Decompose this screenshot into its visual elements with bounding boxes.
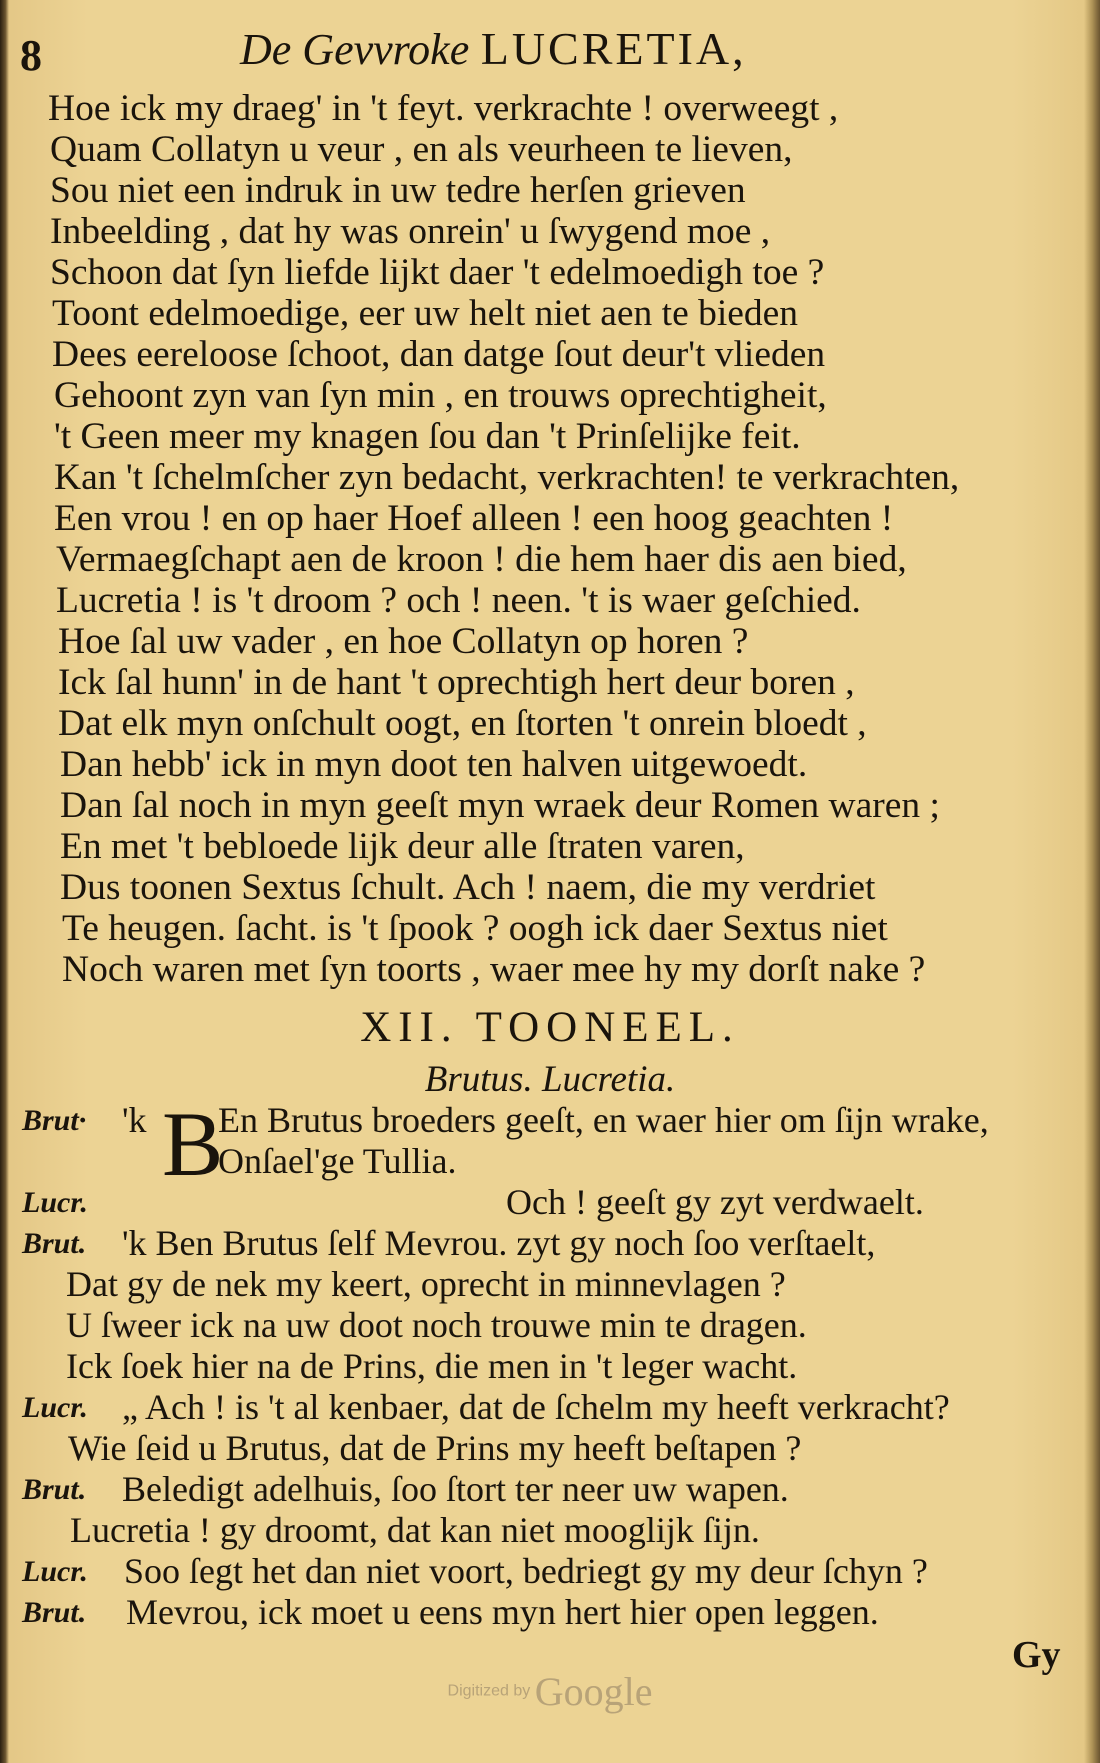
dialogue-line — [22, 1305, 1072, 1346]
dialogue-line — [22, 1469, 1072, 1510]
dialogue-text: Onſael'ge Tullia. — [218, 1141, 457, 1181]
page-edge-right — [1084, 0, 1100, 1763]
dialogue-text: Dat gy de nek my keert, oprecht in minnevlagen ? — [66, 1264, 786, 1304]
dialogue-text: Ick ſoek hier na de Prins, die men in 't leger wacht. — [66, 1346, 798, 1386]
watermark-prefix: Digitized by — [447, 1682, 531, 1700]
dialogue-line — [22, 1223, 1072, 1264]
dialogue-text: Och ! geeſt gy zyt verdwaelt. — [506, 1182, 924, 1222]
verse-line: Lucretia ! is 't droom ? och ! neen. 't is waer geſchied. — [56, 580, 861, 621]
dialogue-text: Soo ſegt het dan niet voort, bedriegt gy my deur ſchyn ? — [124, 1551, 928, 1591]
speaker-label: Brut. — [22, 1473, 87, 1506]
watermark-brand: Google — [534, 1669, 653, 1714]
verse-line: Te heugen. ſacht. is 't ſpook ? oogh ick daer Sextus niet — [62, 908, 888, 949]
verse-line: Dees eereloose ſchoot, dan datge ſout deur't vlieden — [52, 334, 826, 375]
verse-line: Ick ſal hunn' in de hant 't oprechtigh hert deur boren , — [58, 662, 855, 703]
speaker-label: Brut. — [22, 1227, 87, 1260]
speaker-label: Lucr. — [22, 1186, 88, 1219]
dialogue-text: „ Ach ! is 't al kenbaer, dat de ſchelm my heeft verkracht? — [122, 1387, 950, 1427]
speaker-label: Lucr. — [22, 1555, 88, 1588]
dialogue-line — [22, 1346, 1072, 1387]
verse-line: Dat elk myn onſchult oogt, en ſtorten 't onrein bloedt , — [58, 703, 867, 744]
dialogue-text: Mevrou, ick moet u eens myn hert hier open leggen. — [126, 1592, 879, 1632]
dialogue-text: U ſweer ick na uw doot noch trouwe min te dragen. — [66, 1305, 807, 1345]
verse-line: Dus toonen Sextus ſchult. Ach ! naem, die my verdriet — [60, 867, 876, 908]
dialogue-line — [22, 1428, 1072, 1469]
verse-line: Schoon dat ſyn liefde lijkt daer 't edelmoedigh toe ? — [50, 252, 825, 293]
dialogue-text: Lucretia ! gy droomt, dat kan niet mooglijk ſijn. — [70, 1510, 760, 1550]
verse-line: Sou niet een indruk in uw tedre herſen grieven — [50, 170, 746, 211]
drop-capital: B — [162, 1093, 224, 1195]
dialogue-line — [22, 1387, 1072, 1428]
speaker-label: Lucr. — [22, 1391, 88, 1424]
verse-line: Quam Collatyn u veur , en als veurheen te lieven, — [50, 129, 793, 170]
dialogue-prefix: 'k — [122, 1100, 147, 1140]
dialogue-line — [22, 1182, 1072, 1223]
verse-line: Hoe ſal uw vader , en hoe Collatyn op horen ? — [58, 621, 749, 662]
verse-line: Dan ſal noch in myn geeſt myn wraek deur Romen waren ; — [60, 785, 940, 826]
verse-line: Noch waren met ſyn toorts , waer mee hy my dorſt nake ? — [62, 949, 926, 990]
verse-line: Inbeelding , dat hy was onrein' u ſwygend moe , — [50, 211, 771, 252]
verse-line: En met 't bebloede lijk deur alle ſtraten varen, — [60, 826, 745, 867]
running-head — [240, 22, 860, 75]
dialogue-line — [22, 1141, 1072, 1182]
dialogue-text: Beledigt adelhuis, ſoo ſtort ter neer uw wapen. — [122, 1469, 789, 1509]
scene-title: XII. TOONEEL. — [360, 1004, 740, 1051]
verse-block — [48, 88, 1058, 990]
speaker-label: Brut· — [22, 1104, 87, 1137]
verse-line: Vermaegſchapt aen de kroon ! die hem haer dis aen bied, — [56, 539, 907, 580]
verse-line: Kan 't ſchelmſcher zyn bedacht, verkrachten! te verkrachten, — [54, 457, 960, 498]
dialogue-block — [22, 1093, 1072, 1633]
catchword: Gy — [1012, 1634, 1061, 1676]
verse-line: 't Geen meer my knagen ſou dan 't Prinſelijke feit. — [54, 416, 801, 457]
page-edge-left — [0, 0, 9, 1763]
verse-line: Gehoont zyn van ſyn min , en trouws oprechtigheit, — [54, 375, 827, 416]
dialogue-text: 'k Ben Brutus ſelf Mevrou. zyt gy noch ſoo verſtaelt, — [122, 1223, 876, 1263]
dialogue-line — [22, 1551, 1072, 1592]
dialogue-line — [22, 1592, 1072, 1633]
speaker-label: Brut. — [22, 1596, 87, 1629]
dialogue-text: Wie ſeid u Brutus, dat de Prins my heeft beſtapen ? — [68, 1428, 802, 1468]
verse-line: Dan hebb' ick in myn doot ten halven uitgewoedt. — [60, 744, 808, 785]
scene-cast: Brutus. Lucretia. — [424, 1059, 676, 1100]
page-number: 8 — [20, 31, 42, 80]
verse-line: Hoe ick my draeg' in 't feyt. verkrachte ! overweegt , — [48, 88, 839, 129]
dialogue-text: En Brutus broeders geeſt, en waer hier om ſijn wrake, — [218, 1100, 989, 1140]
running-head-script: De Gevvroke — [240, 25, 470, 74]
dialogue-line — [22, 1510, 1072, 1551]
verse-line: Een vrou ! en op haer Hoef alleen ! een hoog geachten ! — [54, 498, 894, 539]
dialogue-line — [22, 1264, 1072, 1305]
verse-line: Toont edelmoedige, eer uw helt niet aen te bieden — [52, 293, 799, 334]
digitization-watermark — [0, 1668, 1100, 1715]
running-head-caps: LUCRETIA, — [480, 23, 747, 74]
